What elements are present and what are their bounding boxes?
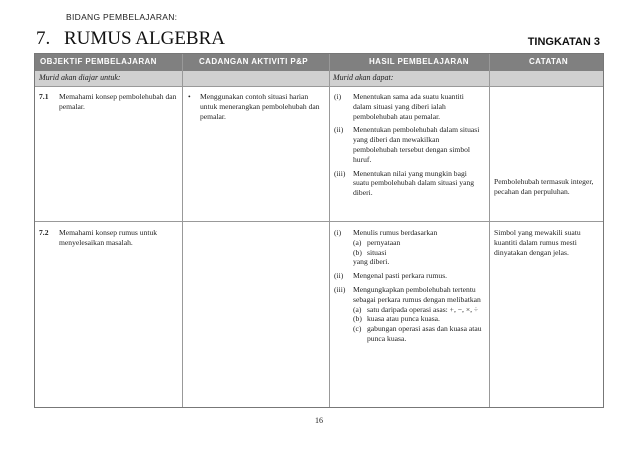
- col-header-objective: OBJEKTIF PEMBELAJARAN: [40, 57, 157, 66]
- sub-item: (c) gabungan operasi asas dan kuasa atau punca kuasa.: [353, 324, 482, 343]
- col-header-activity: CADANGAN AKTIVITI P&P: [199, 57, 308, 66]
- objective-code: 7.2: [39, 228, 49, 237]
- col-header-notes: CATATAN: [529, 57, 569, 66]
- outcome-item: (i) Menulis rumus berdasarkan (a) pernyataan (b) situasi yang diberi.: [334, 228, 484, 267]
- page-title: [36, 28, 225, 50]
- outcome-item: (ii) Menentukan pembolehubah dalam situasi yang diberi dan mewakilkan pembolehubah tersebut dengan simbol huruf.: [334, 125, 480, 164]
- sub-item: (b) situasi: [353, 247, 387, 257]
- row-7-1-outcomes: [334, 92, 484, 202]
- topic-title: RUMUS ALGEBRA: [64, 28, 225, 49]
- table-subheader: [35, 71, 603, 87]
- table-header: [35, 54, 603, 71]
- subheader-objective: Murid akan diajar untuk:: [39, 73, 121, 82]
- topic-number: 7.: [36, 28, 51, 49]
- col-header-outcome: HASIL PEMBELAJARAN: [369, 57, 469, 66]
- outcome-item: (ii) Mengenal pasti perkara rumus.: [334, 271, 448, 281]
- syllabus-table: [34, 53, 604, 408]
- column-divider: [182, 54, 183, 407]
- objective-text: Memahami konsep pembolehubah dan pemalar.: [59, 92, 177, 111]
- sub-item: (a) pernyataan: [353, 237, 401, 247]
- row-7-1-notes: Pembolehubah termasuk integer, pecahan dan perpuluhan.: [494, 177, 594, 196]
- row-7-2-notes: Simbol yang mewakili suatu kuantiti dalam rumus mesti dinyatakan dengan jelas.: [494, 228, 581, 257]
- row-7-2-outcomes: [334, 228, 484, 348]
- outcome-item: (i) Menentukan sama ada suatu kuantiti dalam situasi yang diberi ialah pembolehubah atau pemalar.: [334, 92, 464, 121]
- learning-area-label: BIDANG PEMBELAJARAN:: [66, 12, 178, 22]
- outcome-item: (iii) Mengungkapkan pembolehubah tertentu sebagai perkara rumus dengan melibatkan (a) satu daripada operasi asas: +, −, ×, ÷ (b) kuasa atau punca kuasa. (c) gabungan operasi asas dan kuasa atau punca kuasa.: [334, 285, 484, 344]
- sub-item: (a) satu daripada operasi asas: +, −, ×, ÷: [353, 304, 479, 314]
- column-divider: [329, 54, 330, 407]
- page-number: 16: [315, 416, 323, 425]
- objective-text: Memahami konsep rumus untuk menyelesaikan masalah.: [59, 228, 158, 247]
- row-divider: [35, 221, 603, 222]
- subheader-outcome: Murid akan dapat:: [333, 73, 394, 82]
- grade-label: TINGKATAN 3: [527, 36, 600, 48]
- objective-code: 7.1: [39, 92, 49, 101]
- outcome-item: (iii) Menentukan nilai yang mungkin bagi suatu pembolehubah dalam situasi yang diberi.: [334, 168, 475, 198]
- row-7-1-activity: [188, 92, 323, 121]
- activity-text: Menggunakan contoh situasi harian untuk menerangkan pembolehubah dan pemalar.: [200, 92, 320, 121]
- sub-item: (b) kuasa atau punca kuasa.: [353, 314, 440, 324]
- column-divider: [489, 54, 490, 407]
- bullet-icon: •: [188, 92, 191, 101]
